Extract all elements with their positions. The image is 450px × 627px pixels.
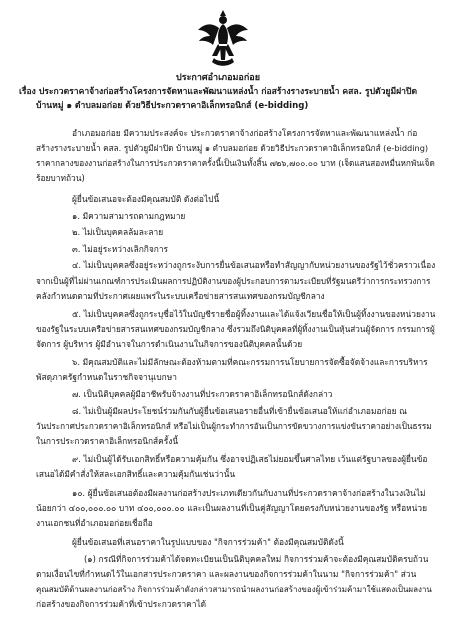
organization-title: ประกาศอำเภอมอก่อย — [176, 73, 260, 83]
qualification-item: ๗. เป็นนิติบุคคลผู้มีอาชีพรับจ้างงานที่ประกวดราคาอิเล็กทรอนิกส์ดังกล่าว — [72, 389, 333, 399]
subject-line-1: เรื่อง ประกวดราคาจ้างก่อสร้างโครงการจัดหาและพัฒนาแหล่งน้ำ ก่อสร้างรางระบายน้ำ คสล. รูปตัวยูมีฝาปิด — [18, 87, 418, 97]
intro-line: อำเภอมอก่อย มีความประสงค์จะ ประกวดราคาจ้างก่อสร้างโครงการจัดหาและพัฒนาแหล่งน้ำ ก่อ — [72, 128, 418, 138]
joint-venture-item: ก่อสร้างของกิจการร่วมค้าที่เข้าประกวดราคาได้ — [36, 599, 207, 609]
qualification-item: ๔. ไม่เป็นบุคคลซึ่งอยู่ระหว่างถูกระงับการยื่นข้อเสนอหรือทำสัญญากับหน่วยงานของรัฐไว้ชั่วคราวเนื่อง — [72, 260, 436, 270]
qualification-item: ๖. มีคุณสมบัติและไม่มีลักษณะต้องห้ามตามที่คณะกรรมการนโยบายการจัดซื้อจัดจ้างและการบริหาร — [72, 357, 428, 367]
qualification-item: ๑. มีความสามารถตามกฎหมาย — [72, 211, 186, 221]
qualification-item: ๑๐. ผู้ยื่นข้อเสนอต้องมีผลงานก่อสร้างประเภทเดียวกันกับงานที่ประกวดราคาจ้างก่อสร้างในวงเงินไม่ — [72, 488, 426, 498]
qualification-heading: ผู้ยื่นข้อเสนอจะต้องมีคุณสมบัติ ดังต่อไปนี้ — [72, 194, 220, 204]
qualification-item: ๘. ไม่เป็นผู้มีผลประโยชน์ร่วมกันกับผู้ยื่นข้อเสนอรายอื่นที่เข้ายื่นข้อเสนอให้แก่อำเภอมอก่อย ณ — [72, 406, 407, 416]
qualification-item: เสนอได้มีคำสั่งให้สละเอกสิทธิ์และความคุ้มกันเช่นว่านั้น — [36, 469, 236, 479]
subject-line-2: บ้านหมู่ ๑ ตำบลมอก่อย ด้วยวิธีประกวดราคาอิเล็กทรอนิกส์ (e-bidding) — [36, 101, 309, 111]
qualification-item: จากเป็นผู้ที่ไม่ผ่านเกณฑ์การประเมินผลการปฏิบัติงานของผู้ประกอบการตามระเบียบที่รัฐมนตรีว่าการกระทรวงการ — [36, 276, 431, 286]
qualification-item: ๙. ไม่เป็นผู้ได้รับเอกสิทธิ์หรือความคุ้มกัน ซึ่งอาจปฏิเสธไม่ยอมขึ้นศาลไทย เว้นแต่รัฐบาลของผู้ยื่นข้อ — [72, 454, 428, 464]
joint-venture-item: คุณสมบัติด้านผลงานก่อสร้าง กิจการร่วมค้าดังกล่าวสามารถนำผลงานก่อสร้างของผู้เข้าร่วมค้ามาใช้แสดงเป็นผลงาน — [36, 585, 432, 594]
intro-line: ราคากลางของงานก่อสร้างในการประกวดราคาครั้งนี้เป็นเงินทั้งสิ้น ๗๒๖,๗๐๐.๐๐ บาท (เจ็ดแสนสองหมื่นหกพันเจ็ด — [36, 158, 435, 168]
joint-venture-item: ตามเงื่อนไขที่กำหนดไว้ในเอกสารประกวดราคา และผลงานของกิจการร่วมค้าในนาม "กิจการร่วมค้า" ส่วน — [36, 569, 417, 579]
qualification-item: ๓. ไม่อยู่ระหว่างเลิกกิจการ — [72, 244, 169, 254]
qualification-item: งานเอกชนที่อำเภอมอก่อยเชื่อถือ — [36, 518, 153, 528]
intro-line: ร้อยบาทถ้วน) — [36, 173, 85, 183]
joint-venture-heading: ผู้ยื่นข้อเสนอที่เสนอราคาในรูปแบบของ "กิจการร่วมค้า" ต้องมีคุณสมบัติดังนี้ — [72, 537, 344, 547]
joint-venture-item: (๑) กรณีที่กิจการร่วมค้าได้จดทะเบียนเป็นนิติบุคคลใหม่ กิจการร่วมค้าจะต้องมีคุณสมบัติครบถ้วน — [84, 554, 429, 564]
intro-line: สร้างรางระบายน้ำ คสล. รูปตัวยูมีฝาปิด บ้านหมู่ ๑ ตำบลมอก่อย ด้วยวิธีประกวดราคาอิเล็กทรอนิกส์ (e-bidding) — [36, 143, 429, 153]
qualification-item: ของรัฐในระบบเครือข่ายสารสนเทศของกรมบัญชีกลาง ซึ่งรวมถึงนิติบุคคลที่ผู้ทิ้งงานเป็นหุ้นส่วนผู้จัดการ กรรมการผู้ — [36, 324, 435, 334]
qualification-item: วันประกาศประกวดราคาอิเล็กทรอนิกส์ หรือไม่เป็นผู้กระทำการอันเป็นการขัดขวางการแข่งขันราคาอย่างเป็นธรรม — [36, 421, 432, 431]
qualification-item: น้อยกว่า ๔๐๐,๐๐๐.๐๐ บาท ๔๐๐,๐๐๐.๐๐ และเป็นผลงานที่เป็นคู่สัญญาโดยตรงกับหน่วยงานของรัฐ หรือหน่วย — [36, 503, 427, 513]
qualification-item: จัดการ ผู้บริหาร ผู้มีอำนาจในการดำเนินงานในกิจการของนิติบุคคลนั้นด้วย — [36, 339, 303, 349]
qualification-item: คลังกำหนดตามที่ประกาศเผยแพร่ในระบบเครือข่ายสารสนเทศของกรมบัญชีกลาง — [36, 291, 325, 301]
qualification-item: ในการประกวดราคาอิเล็กทรอนิกส์ครั้งนี้ — [36, 436, 179, 446]
qualification-item: พัสดุภาครัฐกำหนดในราชกิจจานุเบกษา — [36, 372, 177, 382]
garuda-emblem — [196, 6, 250, 68]
qualification-item: ๒. ไม่เป็นบุคคลล้มละลาย — [72, 227, 164, 237]
qualification-item: ๕. ไม่เป็นบุคคลซึ่งถูกระบุชื่อไว้ในบัญชีรายชื่อผู้ทิ้งงานและได้แจ้งเวียนชื่อให้เป็นผู้ทิ้งงานของหน่วยงาน — [72, 309, 436, 319]
